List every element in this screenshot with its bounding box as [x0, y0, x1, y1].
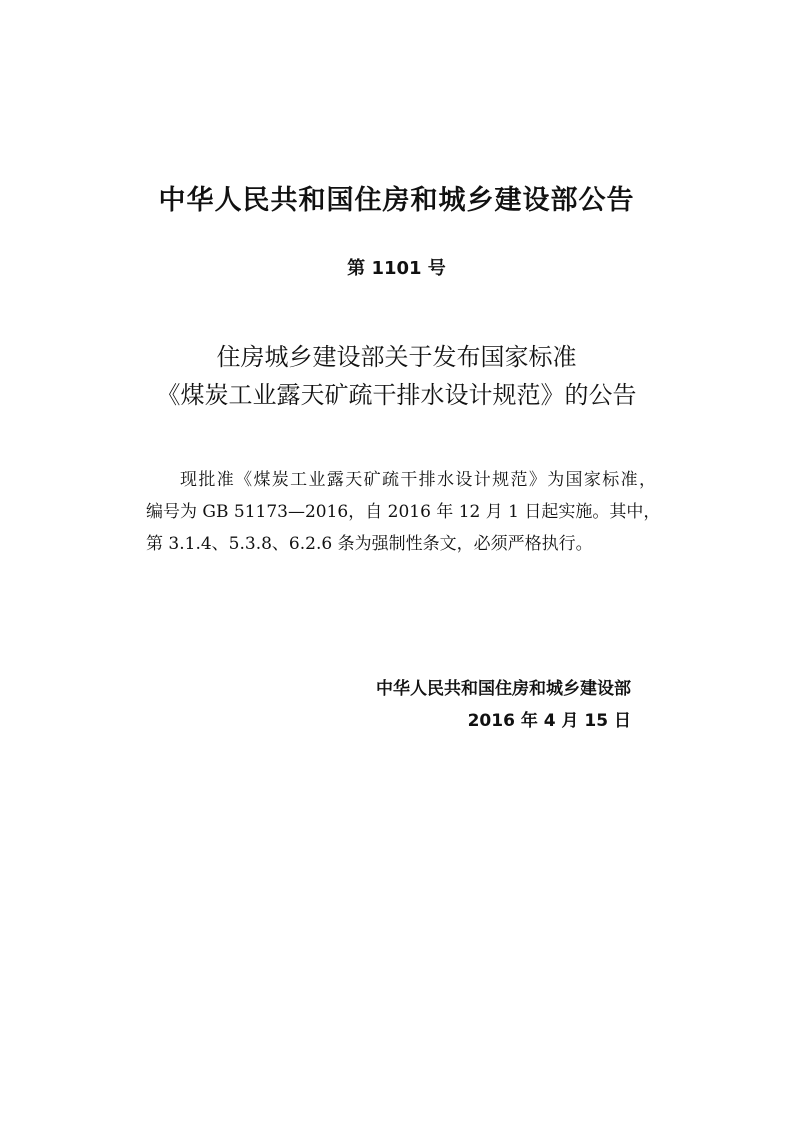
announcement-subtitle-line2: 《煤炭工业露天矿疏干排水设计规范》的公告	[156, 381, 637, 409]
body-paragraph-line2: 编号为 GB 51173—2016，自 2016 年 12 月 1 日起实施。其中，	[146, 502, 661, 522]
issuer-signature: 中华人民共和国住房和城乡建设部	[376, 679, 631, 699]
body-paragraph-line1: 现批准《煤炭工业露天矿疏干排水设计规范》为国家标准，	[180, 470, 656, 490]
announcement-subtitle-line1: 住房城乡建设部关于发布国家标准	[216, 343, 577, 371]
body-paragraph-line3: 第 3.1.4、5.3.8、6.2.6 条为强制性条文，必须严格执行。	[146, 534, 593, 554]
issue-date: 2016 年 4 月 15 日	[467, 711, 631, 731]
announcement-title: 中华人民共和国住房和城乡建设部公告	[158, 185, 635, 216]
announcement-number: 第 1101 号	[347, 258, 446, 279]
